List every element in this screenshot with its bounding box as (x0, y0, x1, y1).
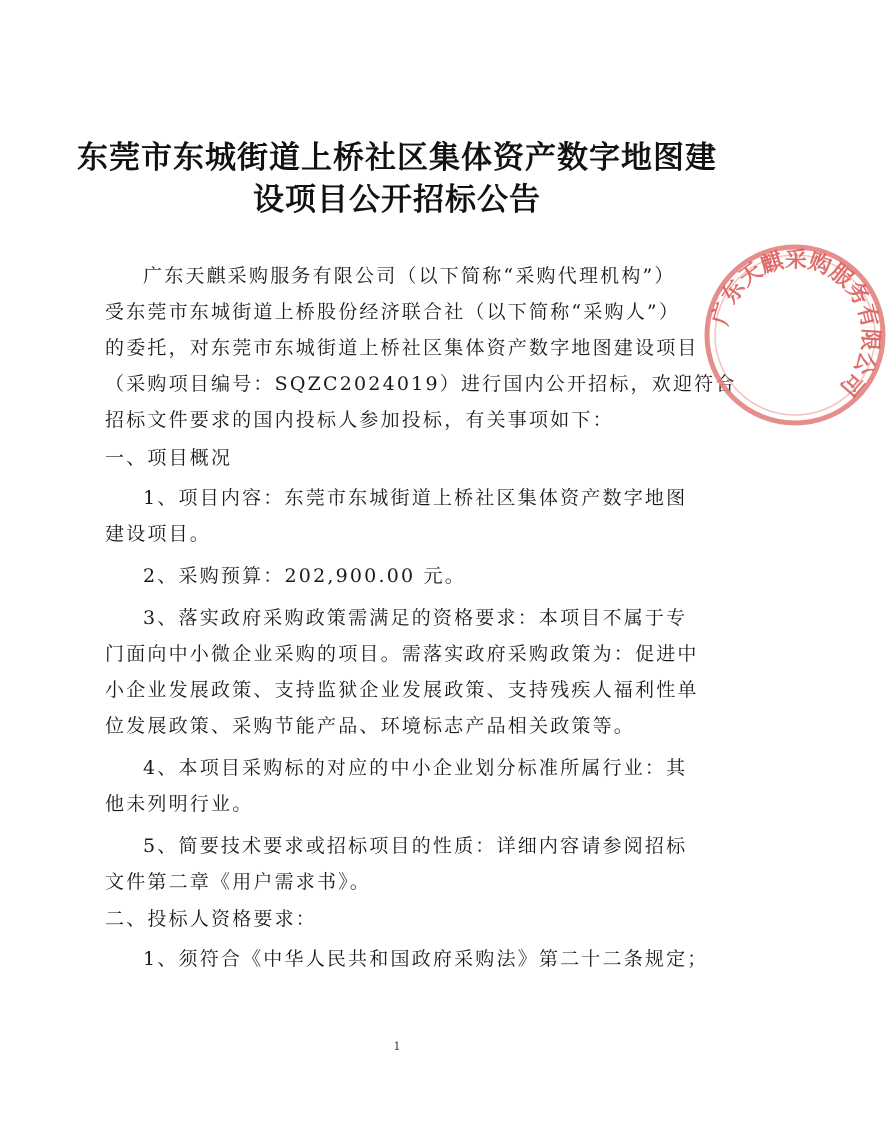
body-line: 他未列明行业。 (105, 793, 254, 815)
document-title-line-1: 东莞市东城街道上桥社区集体资产数字地图建 (77, 140, 717, 176)
page-number: 1 (393, 1040, 401, 1053)
document-title-line-2: 设项目公开招标公告 (253, 182, 541, 218)
body-line: 3、落实政府采购政策需满足的资格要求：本项目不属于专 (143, 607, 688, 629)
company-seal-stamp (700, 240, 890, 430)
body-line: 5、简要技术要求或招标项目的性质：详细内容请参阅招标 (143, 835, 688, 857)
body-line: 4、本项目采购标的对应的中小企业划分标准所属行业：其 (143, 757, 688, 779)
svg-text:广东天麒采购服务有限公司: 广东天麒采购服务有限公司 (708, 247, 883, 401)
body-line: 位发展政策、采购节能产品、环境标志产品相关政策等。 (105, 715, 636, 737)
body-line: 广东天麒采购服务有限公司（以下简称“采购代理机构”） (143, 265, 676, 287)
section-heading: 一、项目概况 (105, 447, 233, 469)
body-line: 文件第二章《用户需求书》。 (105, 871, 372, 893)
body-line: 1、项目内容：东莞市东城街道上桥社区集体资产数字地图 (143, 487, 688, 509)
body-line: 小企业发展政策、支持监狱企业发展政策、支持残疾人福利性单 (105, 679, 699, 701)
body-line: 门面向中小微企业采购的项目。需落实政府采购政策为：促进中 (105, 643, 699, 665)
body-line: 1、须符合《中华人民共和国政府采购法》第二十二条规定； (143, 948, 709, 970)
body-line: 的委托，对东莞市东城街道上桥社区集体资产数字地图建设项目 (105, 337, 699, 359)
body-line: 受东莞市东城街道上桥股份经济联合社（以下简称“采购人”） (105, 301, 681, 323)
body-line: 招标文件要求的国内投标人参加投标，有关事项如下： (105, 409, 614, 431)
body-line: （采购项目编号：SQZC2024019）进行国内公开招标，欢迎符合 (105, 373, 737, 395)
body-line: 2、采购预算：202,900.00 元。 (143, 565, 466, 587)
section-heading: 二、投标人资格要求： (105, 908, 318, 930)
body-line: 建设项目。 (105, 523, 212, 545)
